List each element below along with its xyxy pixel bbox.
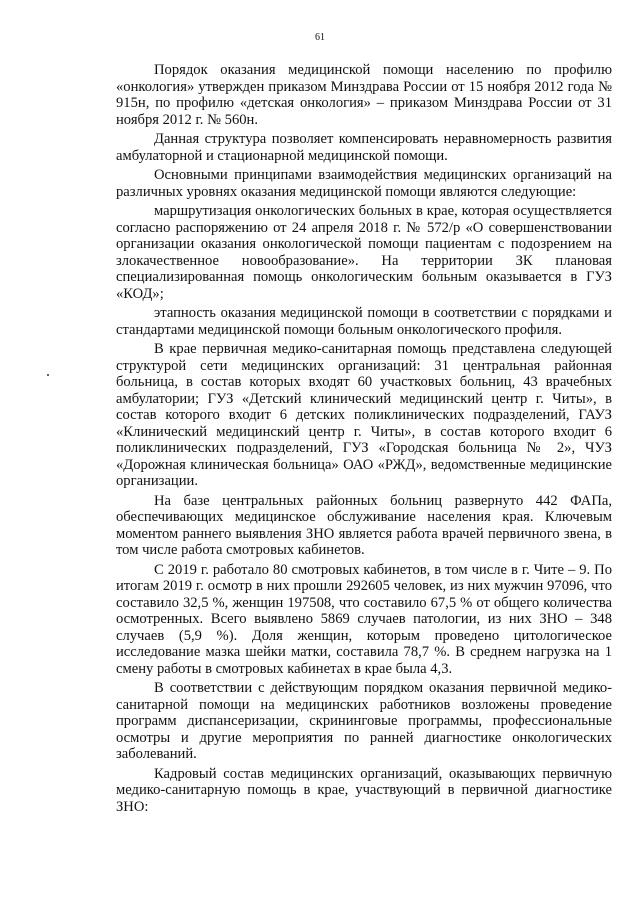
paragraph-staffing: Кадровый состав медицинских организаций, оказывающих первичную медико-санитарную помощь в крае, участвующий в первичной диагностике ЗНО: xyxy=(116,765,612,815)
paragraph-exam-rooms-2019: С 2019 г. работало 80 смотровых кабинетов, в том числе в г. Чите – 9. По итогам 2019 г. осмотр в них прошли 292605 человек, из них мужчин 97096, что составило 32,5 %, женщин 197508, что составило 67,5 % от общего количества осмотренных. Всего выявлено 5869 случаев патологии, из них ЗНО – 348 случаев (5,9 %). Доля женщин, которым проведено цитологическое исследование мазка шейки матки, составила 78,7 %. В среднем нагрузка на 1 смену работы в смотровых кабинетах в крае была 4,3. xyxy=(116,561,612,677)
page-number: 61 xyxy=(315,32,325,43)
paragraph-primary-care-network: В крае первичная медико-санитарная помощь представлена следующей структурой сети медицинских организаций: 31 центральная районная больница, в состав которых входят 60 участковых больниц, 43 врачебных амбулатории; ГУЗ «Детский клинический медицинский центр г. Читы», в состав которого входит 6 детских поликлинических подразделений, ГАУЗ «Клинический медицинский центр г. Читы», в состав которого входит 6 поликлинических подразделений, ГУЗ «Городская больница № 2», ЧУЗ «Дорожная клиническая больница» ОАО «РЖД», ведомственные медицинские организации. xyxy=(116,341,612,489)
paragraph-medical-duties: В соответствии с действующим порядком оказания первичной медико-санитарной помощи на медицинских работников возложены проведение программ диспансеризации, скрининговые программы, профессиональные осмотры и другие мероприятия по ранней диагностике онкологических заболеваний. xyxy=(116,680,612,762)
body-text xyxy=(116,62,612,818)
paragraph-routing: маршрутизация онкологических больных в крае, которая осуществляется согласно распоряжению от 24 апреля 2018 г. № 572/р «О совершенствовании организации оказания онкологической помощи пациентам с подозрением на злокачественное новообразование». На территории ЗК плановая специализированная помощь онкологическим больным оказывается в ГУЗ «КОД»; xyxy=(116,203,612,302)
paragraph-oncology-order: Порядок оказания медицинской помощи населению по профилю «онкология» утвержден приказом Минздрава России от 15 ноября 2012 года № 915н, по профилю «детская онкология» – приказом Минздрава России от 31 ноября 2012 г. № 560н. xyxy=(116,62,612,128)
paragraph-fap: На базе центральных районных больниц развернуто 442 ФАПа, обеспечивающих медицинское обслуживание населения края. Ключевым моментом раннего выявления ЗНО является работа врачей первичного звена, в том числе работа смотровых кабинетов. xyxy=(116,492,612,558)
paragraph-principles: Основными принципами взаимодействия медицинских организаций на различных уровнях оказания медицинской помощи являются следующие: xyxy=(116,167,612,200)
paragraph-structure: Данная структура позволяет компенсировать неравномерность развития амбулаторной и стационарной медицинской помощи. xyxy=(116,131,612,164)
paragraph-staging: этапность оказания медицинской помощи в соответствии с порядками и стандартами медицинской помощи больным онкологического профиля. xyxy=(116,305,612,338)
scan-dot-mark xyxy=(47,374,49,376)
